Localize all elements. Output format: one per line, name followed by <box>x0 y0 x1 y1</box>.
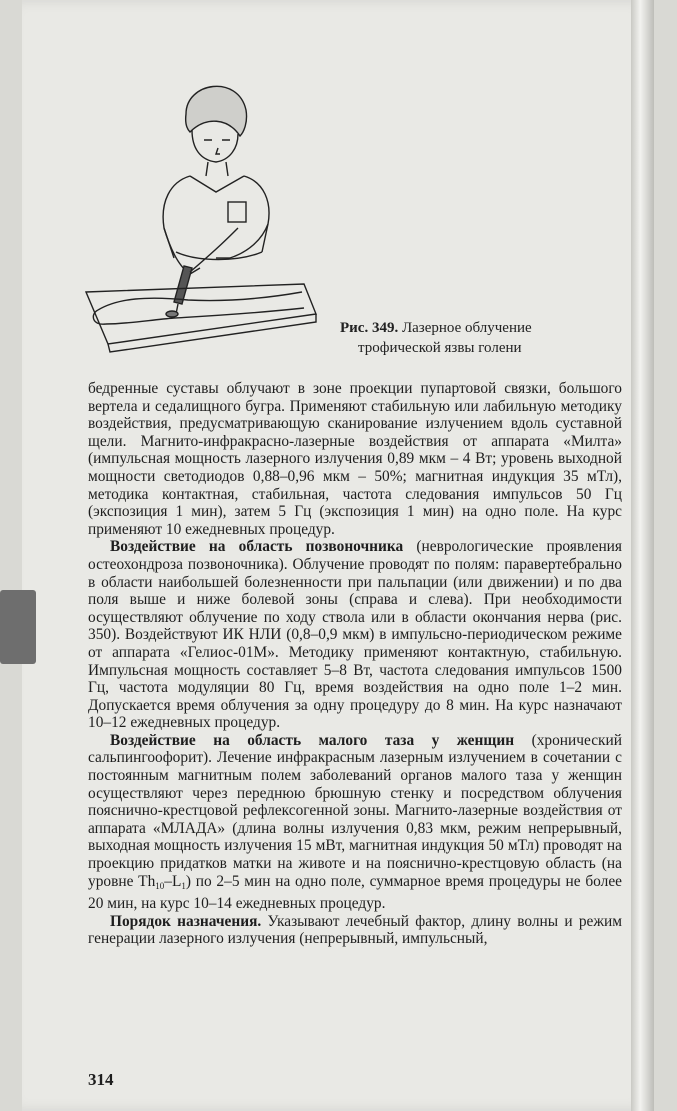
figure-caption-line2: трофической язвы голени <box>358 340 522 356</box>
figure-caption-line1: Лазерное облучение <box>401 320 532 336</box>
paragraph-pelvis <box>88 732 622 913</box>
subscript-l: 1 <box>181 880 186 891</box>
paragraph-prescription <box>88 913 622 948</box>
page-number: 314 <box>88 1070 114 1089</box>
paragraph-pelvis-text-a: (хронический сальпингоофорит). Лечение инфракрасным лазерным излучением в сочетании с постоянным магнитным полем заболеваний органов малого таза у женщин осуществляют через переднюю брюшную стенку и посредством облучения пояснично-крестцовой рефлексогенной зоны. Магнито-лазерные воздействия от аппарата «МЛАДА» (длина волны излучения 0,83 мкм, режим непрерывный, выходная мощность излучения 15 мВт, магнитная индукция 50 мТл) проводят на проекцию придатков матки на животе и на пояснично-крестцовую область (на уровне Th <box>88 731 622 890</box>
section-heading-pelvis: Воздействие на область малого таза у женщин <box>110 731 515 749</box>
subscript-th: 10 <box>155 880 165 891</box>
paragraph-prescription-text: Указывают лечебный фактор, длину волны и режим генерации лазерного излучения (непрерывный, импульсный, <box>88 912 622 948</box>
paragraph-spine <box>88 538 622 732</box>
section-heading-prescription: Порядок назначения. <box>110 912 262 930</box>
page-tab-marker <box>0 590 36 664</box>
section-heading-spine: Воздействие на область позвоночника <box>110 538 404 556</box>
paragraph-pelvis-text-mid: –L <box>164 872 182 890</box>
figure-caption <box>340 318 600 358</box>
figure-illustration <box>78 52 318 382</box>
paragraph-pelvis-text-b: ) по 2–5 мин на одно поле, суммарное время процедуры не более 20 мин, на курс 10–14 ежедневных процедур. <box>88 872 622 913</box>
laser-treatment-drawing <box>78 52 318 382</box>
figure-number: Рис. 349. <box>340 320 399 336</box>
body-text <box>88 380 622 948</box>
paragraph-hip-joints: бедренные суставы облучают в зоне проекции пупартовой связки, большого вертела и седалищного бугра. Применяют стабильную или лабильную методику воздействия, предусматривающую сканирование излучением вдоль суставной щели. Магнито-инфракрасно-лазерные воздействия от аппарата «Милта» (импульсная мощность лазерного излучения 0,89 мкм – 4 Вт; уровень выходной мощности светодиодов 0,88–0,96 мкм – 50%; магнитная индукция 35 мТл), методика контактная, стабильная, частота следования импульсов 50 Гц (экспозиция 1 мин), затем 5 Гц (экспозиция 1 мин) на одно поле. На курс применяют 10 ежедневных процедур. <box>88 380 622 538</box>
paragraph-spine-text: (неврологические проявления остеохондроза позвоночника). Облучение проводят по полям: паравертебрально в области наибольшей болезненности при пальпации (или движении) и по два поля выше и ниже болевой зоны (справа и слева). При необходимости осуществляют облучение по ходу ствола или в области окончания нерва (рис. 350). Воздействуют ИК НЛИ (0,8–0,9 мкм) в импульсно-периодическом режиме от аппарата «Гелиос-01М». Методику применяют контактную, стабильную. Импульсная мощность составляет 5–8 Вт, частота следования импульсов 1500 Гц, частота модуляции 80 Гц, время воздействия на одно поле 1–2 мин. Допускается время облучения за одну процедуру до 8 мин. На курс назначают 10–12 ежедневных процедур. <box>88 538 622 732</box>
book-spine <box>631 0 654 1111</box>
